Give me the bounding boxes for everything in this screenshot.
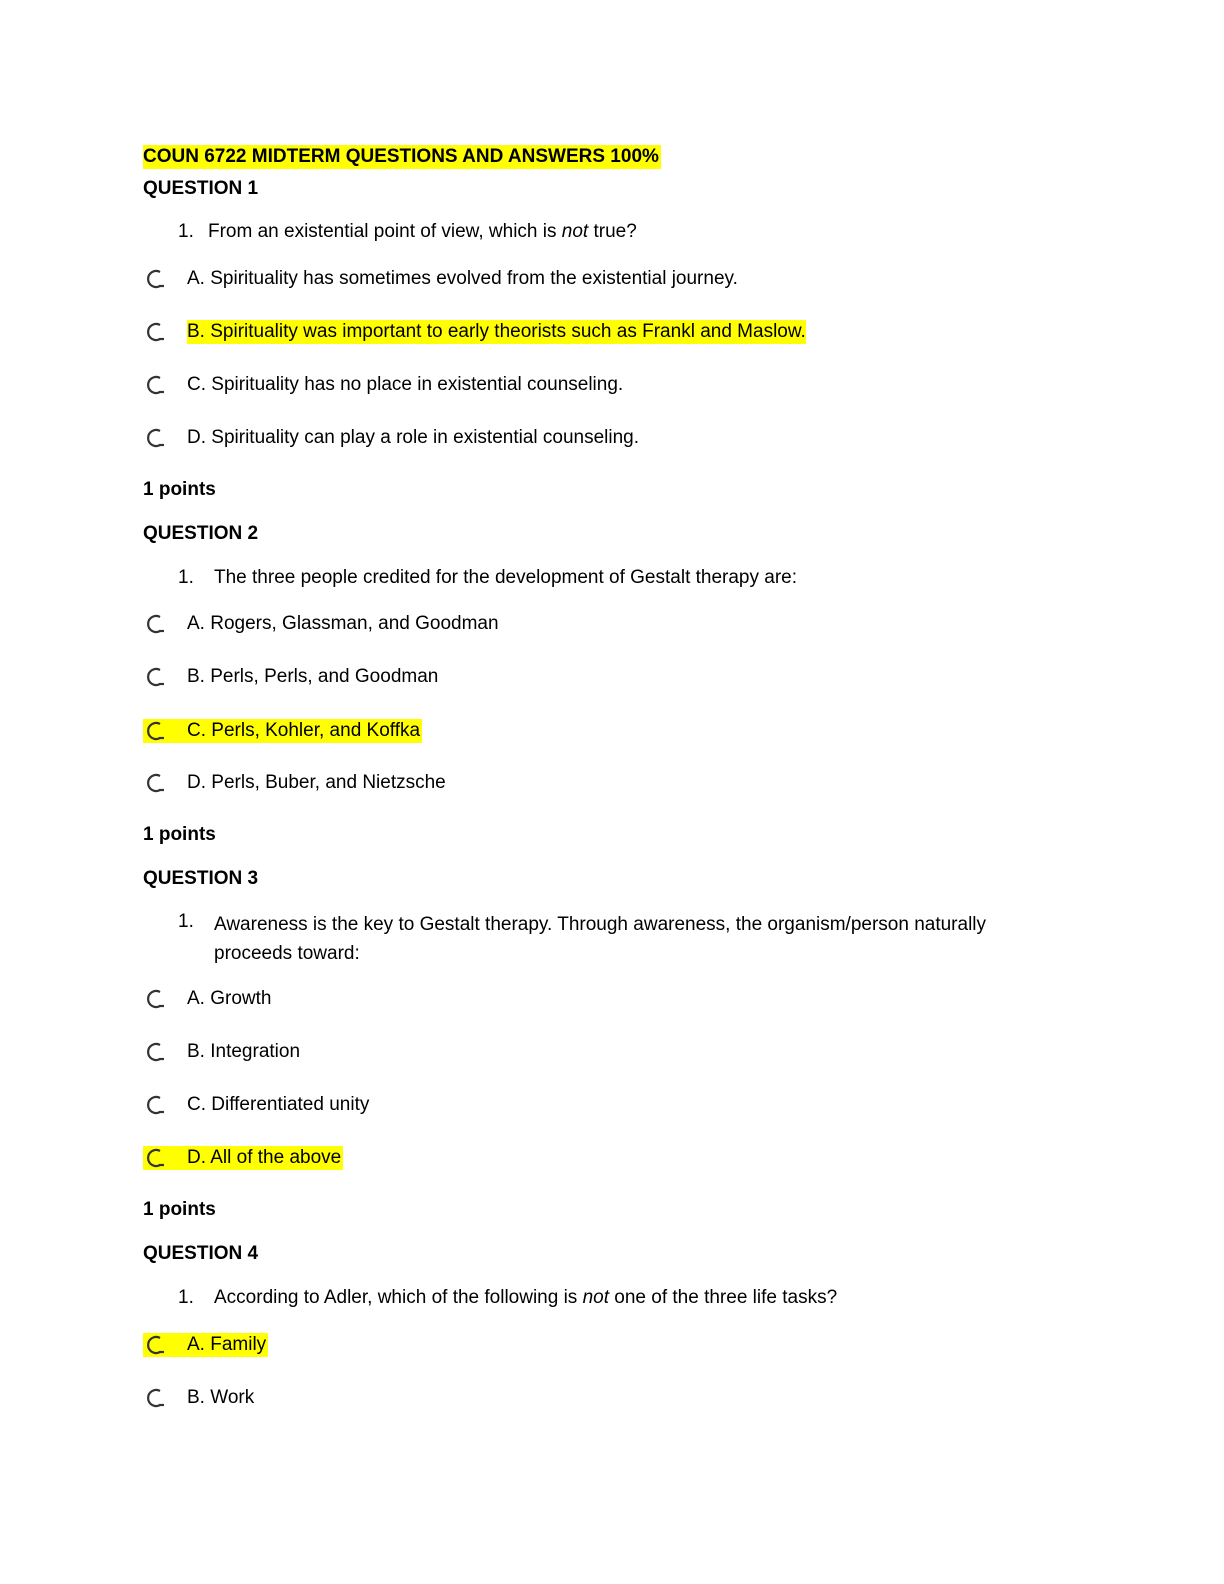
answer-option-label: D. Spirituality can play a role in existential counseling. <box>187 427 640 448</box>
question-text <box>178 220 1038 244</box>
question-points: 1 points <box>143 479 216 500</box>
answer-option-label: C. Differentiated unity <box>187 1094 370 1115</box>
answer-option-label: B. Spirituality was important to early theorists such as Frankl and Maslow. <box>187 321 806 342</box>
answer-option-label: D. Perls, Buber, and Nietzsche <box>187 772 446 793</box>
radio-button-icon[interactable] <box>145 1040 167 1064</box>
question-text-body: Awareness is the key to Gestalt therapy. Through awareness, the organism/person naturally proceeds toward: <box>214 914 987 964</box>
question-text-emphasis: not <box>582 1287 610 1308</box>
answer-option[interactable] <box>143 665 438 689</box>
question-text <box>178 1286 1038 1310</box>
answer-option[interactable] <box>143 1040 300 1064</box>
radio-button-icon[interactable] <box>145 1146 167 1170</box>
question-number: 1. <box>178 567 194 588</box>
answer-option-correct[interactable] <box>143 1333 268 1357</box>
radio-button-icon[interactable] <box>145 373 167 397</box>
answer-option-label: A. Growth <box>187 988 272 1009</box>
question-text-end: one of the three life tasks? <box>609 1287 838 1308</box>
radio-button-icon[interactable] <box>145 1386 167 1410</box>
answer-option[interactable] <box>143 426 639 450</box>
answer-option-label: A. Spirituality has sometimes evolved from the existential journey. <box>187 268 738 289</box>
question-number: 1. <box>178 221 194 242</box>
radio-button-icon[interactable] <box>145 987 167 1011</box>
radio-button-icon[interactable] <box>145 267 167 291</box>
question-number: 1. <box>178 911 194 932</box>
question-heading: QUESTION 4 <box>143 1243 259 1264</box>
answer-option[interactable] <box>143 373 623 397</box>
answer-option[interactable] <box>143 612 499 636</box>
question-text-body: The three people credited for the development of Gestalt therapy are: <box>214 567 798 588</box>
question-text-start: According to Adler, which of the following is <box>214 1287 583 1308</box>
answer-option-label: A. Rogers, Glassman, and Goodman <box>187 613 499 634</box>
radio-button-icon[interactable] <box>145 426 167 450</box>
answer-option-label: C. Spirituality has no place in existential counseling. <box>187 374 624 395</box>
radio-button-icon[interactable] <box>145 320 167 344</box>
question-points: 1 points <box>143 824 216 845</box>
question-text-start: From an existential point of view, which is <box>208 221 562 242</box>
radio-button-icon[interactable] <box>145 719 167 743</box>
radio-button-icon[interactable] <box>145 1333 167 1357</box>
answer-option-label: C. Perls, Kohler, and Koffka <box>187 720 421 741</box>
question-text <box>178 910 1038 968</box>
radio-button-icon[interactable] <box>145 665 167 689</box>
document-title: COUN 6722 MIDTERM QUESTIONS AND ANSWERS 100% <box>143 146 659 167</box>
radio-button-icon[interactable] <box>145 612 167 636</box>
answer-option-label: A. Family <box>187 1334 267 1355</box>
answer-option-correct[interactable] <box>143 1146 343 1170</box>
answer-option-label: B. Perls, Perls, and Goodman <box>187 666 439 687</box>
question-points: 1 points <box>143 1199 216 1220</box>
answer-option[interactable] <box>143 987 271 1011</box>
answer-option[interactable] <box>143 267 738 291</box>
question-number: 1. <box>178 1287 194 1308</box>
answer-option-label: B. Integration <box>187 1041 301 1062</box>
question-text <box>178 566 1038 590</box>
question-text-emphasis: not <box>561 221 589 242</box>
question-text-end: true? <box>588 221 637 242</box>
answer-option-correct[interactable] <box>143 719 422 743</box>
question-heading: QUESTION 1 <box>143 178 259 199</box>
question-heading: QUESTION 2 <box>143 523 259 544</box>
answer-option-label: B. Work <box>187 1387 255 1408</box>
radio-button-icon[interactable] <box>145 771 167 795</box>
answer-option[interactable] <box>143 1093 369 1117</box>
answer-option-correct[interactable] <box>143 320 806 344</box>
answer-option[interactable] <box>143 771 446 795</box>
question-heading: QUESTION 3 <box>143 868 259 889</box>
answer-option[interactable] <box>143 1386 254 1410</box>
radio-button-icon[interactable] <box>145 1093 167 1117</box>
answer-option-label: D. All of the above <box>187 1147 342 1168</box>
